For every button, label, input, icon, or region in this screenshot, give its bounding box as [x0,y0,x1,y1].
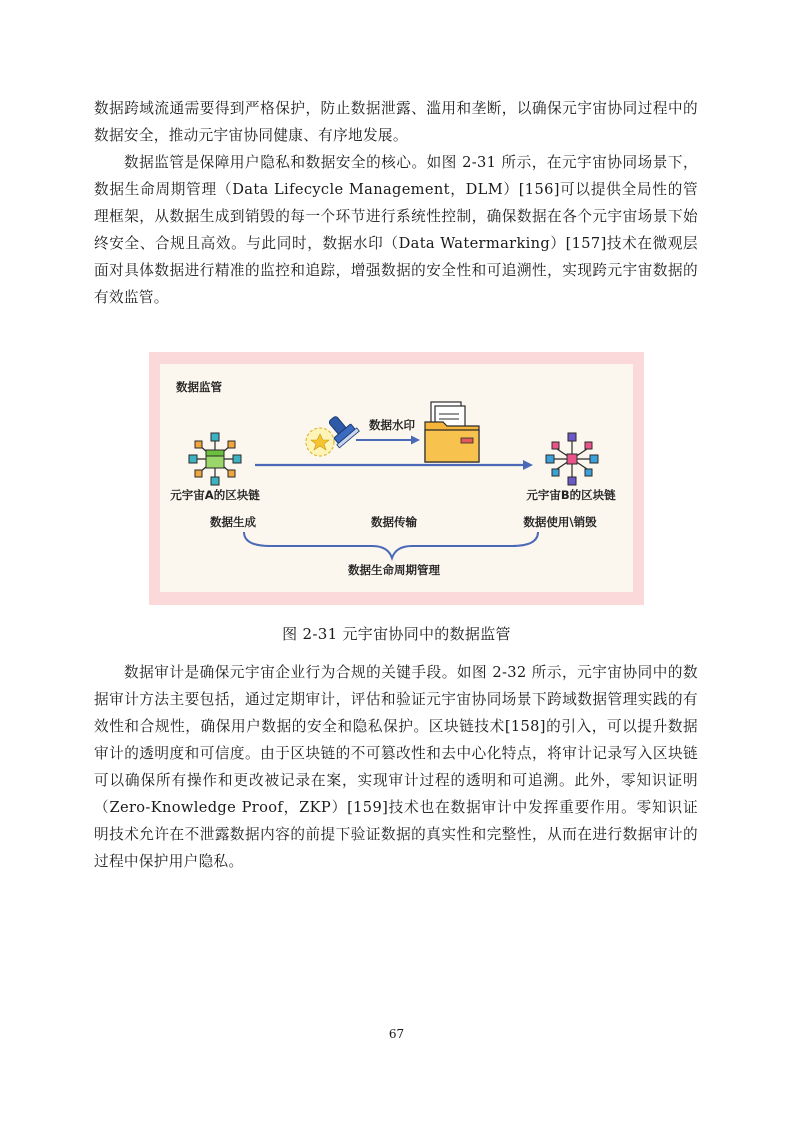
blockchain-b-icon [546,433,598,485]
watermark-label: 数据水印 [369,418,415,432]
stage-transfer-label: 数据传输 [371,515,417,529]
figure-frame [149,352,644,605]
stamp-icon [306,410,359,456]
paragraph-data-supervision: 数据监管是保障用户隐私和数据安全的核心。如图 2-31 所示，在元宇宙协同场景下，数据生命周期管理（Data Lifecycle Management，DLM）[156]可以提供全局性的管理框架，从数据生成到销毁的每一个环节进行系统性控制，确保数据在各个元宇宙场景下始终安全、合规且高效。与此同时，数据水印（Data Watermarking）[157]技术在微观层面对具体数据进行精准的监控和追踪，增强数据的安全性和可追溯性，实现跨元宇宙数据的有效监管。 [94,154,698,306]
figure-diagram [160,364,633,592]
lifecycle-brace [244,532,538,558]
figure-title: 数据监管 [176,380,222,394]
stage-use-label: 数据使用\销毁 [523,515,597,529]
blockchain-a-label: 元宇宙A的区块链 [170,488,260,502]
paragraph-data-flow: 数据跨域流通需要得到严格保护，防止数据泄露、滥用和垄断，以确保元宇宙协同过程中的数据安全，推动元宇宙协同健康、有序地发展。 [94,100,698,144]
folder-icon [425,402,479,462]
watermark-arrow-head [411,436,420,445]
figure-caption: 图 2-31 元宇宙协同中的数据监管 [282,625,511,643]
blockchain-b-label: 元宇宙B的区块链 [526,488,616,502]
blockchain-a-icon [189,433,241,485]
main-arrow-head [523,460,533,470]
stage-generate-label: 数据生成 [210,515,256,529]
paragraph-data-audit: 数据审计是确保元宇宙企业行为合规的关键手段。如图 2-32 所示，元宇宙协同中的数据审计方法主要包括，通过定期审计，评估和验证元宇宙协同场景下跨域数据管理实践的有效性和合规性，确保用户数据的安全和隐私保护。区块链技术[158]的引入，可以提升数据审计的透明度和可信度。由于区块链的不可篡改性和去中心化特点，将审计记录写入区块链可以确保所有操作和更改被记录在案，实现审计过程的透明和可追溯。此外，零知识证明（Zero-Knowledge Proof，ZKP）[159]技术也在数据审计中发挥重要作用。零知识证明技术允许在不泄露数据内容的前提下验证数据的真实性和完整性，从而在进行数据审计的过程中保护用户隐私。 [94,664,698,870]
figure-panel [160,364,633,592]
lifecycle-label: 数据生命周期管理 [348,563,440,577]
page-number: 67 [388,1027,405,1041]
